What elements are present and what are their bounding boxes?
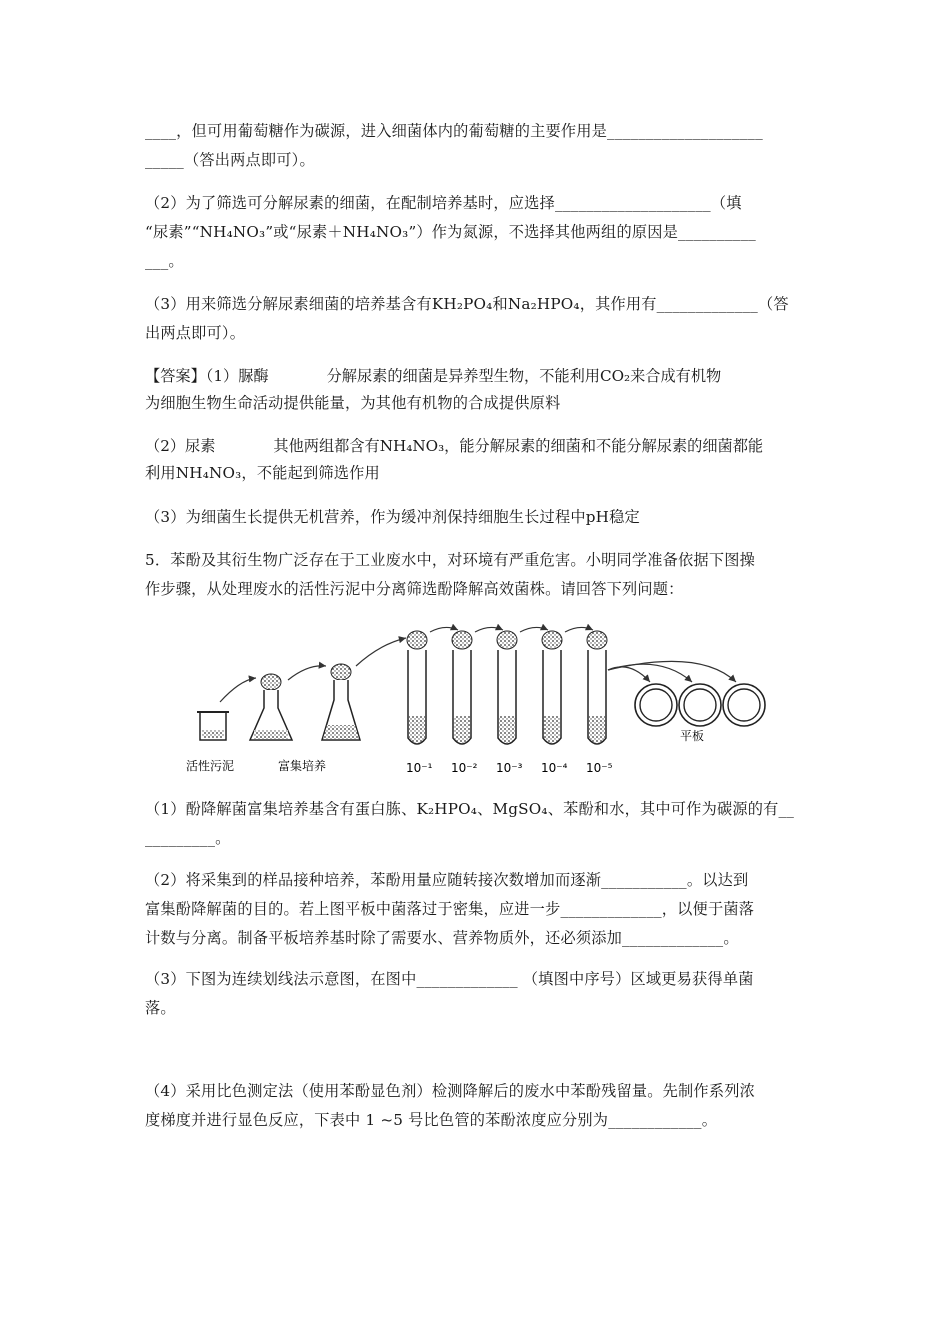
test-tube-icon [496, 631, 523, 775]
question-3-line: 出两点即可）。 [145, 324, 246, 342]
petri-plate-icon [723, 684, 765, 726]
answer-2-line [145, 432, 763, 461]
sub-question-3-line: 落。 [145, 999, 176, 1017]
answer-1-line: 为细胞生物生命活动提供能量，为其他有机物的合成提供原料 [145, 394, 561, 412]
text-line: _____（答出两点即可）。 [145, 151, 315, 169]
dilution-label: 10⁻¹ [406, 761, 433, 775]
test-tube-icon [586, 631, 613, 775]
sludge-beaker-icon [197, 712, 229, 740]
petri-plate-icon [635, 684, 677, 726]
sub-question-4-line: 度梯度并进行显色反应，下表中 1 ~5 号比色管的苯酚浓度应分别为____________。 [145, 1111, 718, 1129]
sub-question-2-line: 富集酚降解菌的目的。若上图平板中菌落过于密集，应进一步_____________，以便于菌落 [145, 900, 755, 918]
question-2-line: ___。 [145, 252, 184, 270]
dilution-label: 10⁻⁵ [586, 761, 613, 775]
dilution-label: 10⁻³ [496, 761, 523, 775]
answer-3-line: （3）为细菌生长提供无机营养，作为缓冲剂保持细胞生长过程中pH稳定 [145, 508, 640, 526]
enrichment-flask-icon [322, 664, 360, 740]
question-2-line: （2）为了筛选可分解尿素的细菌，在配制培养基时，应选择____________________（填 [145, 194, 742, 212]
answer-1-line [145, 362, 721, 391]
question-3-line: （3）用来筛选分解尿素细菌的培养基含有KH₂PO₄和Na₂HPO₄，其作用有_____________（答 [145, 295, 789, 313]
answer-text: 其他两组都含有NH₄NO₃，能分解尿素的细菌和不能分解尿素的细菌都能 [273, 437, 764, 455]
sub-question-2-line: 计数与分离。制备平板培养基时除了需要水、营养物质外，还必须添加_____________。 [145, 929, 739, 947]
dilution-label: 10⁻⁴ [541, 761, 568, 775]
enrichment-flask-icon [250, 674, 292, 740]
label-plate: 平板 [680, 729, 705, 743]
sub-question-3-line: （3）下图为连续划线法示意图，在图中_____________ （填图中序号）区域更易获得单菌 [145, 970, 754, 988]
question-5-line: 5．苯酚及其衍生物广泛存在于工业废水中，对环境有严重危害。小明同学准备依据下图操 [145, 551, 755, 569]
answer-2-line: 利用NH₄NO₃，不能起到筛选作用 [145, 464, 380, 482]
question-2-line: “尿素”“NH₄NO₃”或“尿素＋NH₄NO₃”）作为氮源，不选择其他两组的原因是__________ [145, 223, 756, 241]
sub-question-2-line: （2）将采集到的样品接种培养，苯酚用量应随转接次数增加而逐渐___________。以达到 [145, 871, 749, 889]
test-tube-icon [541, 631, 568, 775]
answer-label: 【答案】（1）脲酶 [145, 367, 269, 385]
test-tubes [406, 631, 613, 775]
experiment-diagram [180, 620, 780, 780]
sub-question-1-line: _________。 [145, 829, 231, 847]
question-5-line: 作步骤，从处理废水的活性污泥中分离筛选酚降解高效菌株。请回答下列问题： [145, 580, 684, 598]
test-tube-icon [406, 631, 433, 775]
dilution-label: 10⁻² [451, 761, 478, 775]
petri-plate-icon [679, 684, 721, 726]
label-enrichment: 富集培养 [278, 759, 327, 773]
test-tube-icon [451, 631, 478, 775]
answer-label: （2）尿素 [145, 437, 216, 455]
sub-question-1-line: （1）酚降解菌富集培养基含有蛋白胨、K₂HPO₄、MgSO₄、苯酚和水，其中可作为碳源的有__ [145, 800, 795, 818]
sub-question-4-line: （4）采用比色测定法（使用苯酚显色剂）检测降解后的废水中苯酚残留量。先制作系列浓 [145, 1082, 755, 1100]
text-line: ____，但可用葡萄糖作为碳源，进入细菌体内的葡萄糖的主要作用是____________________ [145, 122, 763, 140]
answer-text: 分解尿素的细菌是异养型生物，不能利用CO₂来合成有机物 [326, 367, 722, 385]
label-sludge: 活性污泥 [186, 759, 235, 773]
